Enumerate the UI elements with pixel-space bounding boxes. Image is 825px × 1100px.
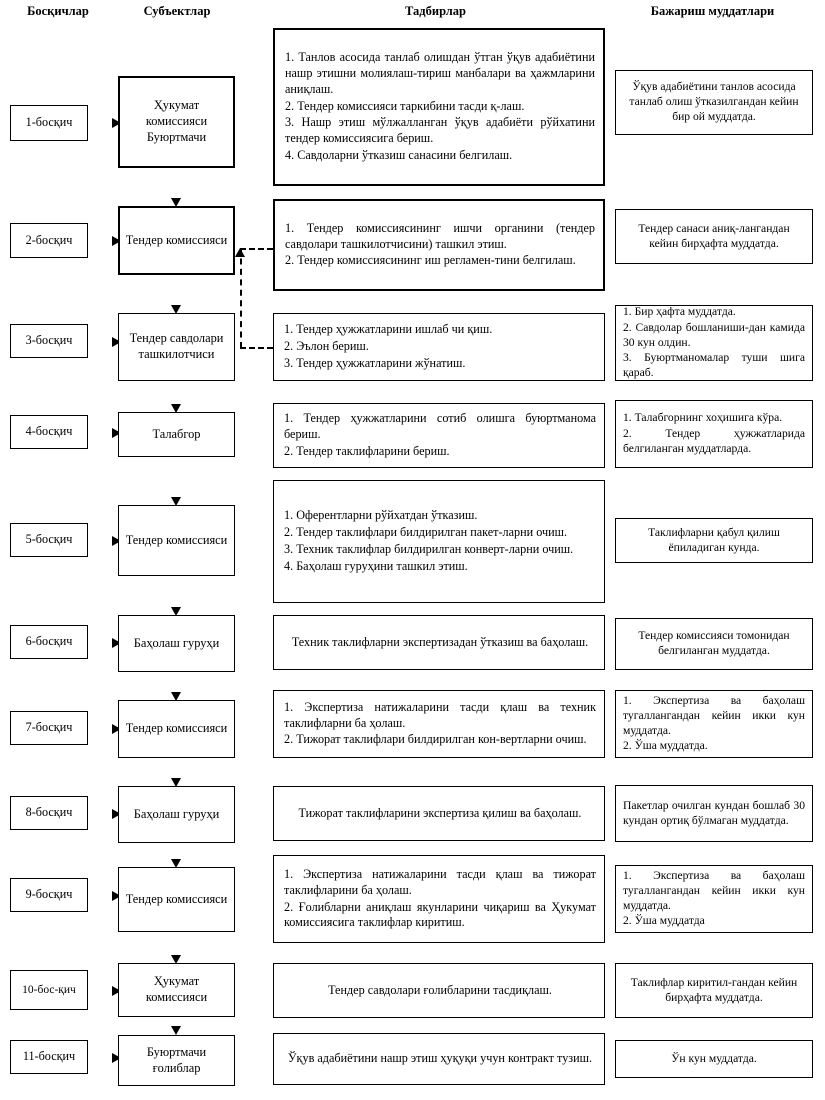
action-item: 2. Эълон бериш.: [284, 339, 369, 354]
subject-label-10: Ҳукумат комиссияси: [145, 974, 208, 1004]
action-list-7: [284, 700, 596, 749]
column-headers: [0, 4, 825, 26]
action-list-10: [284, 983, 596, 999]
subject-label-2: Тендер комиссияси: [125, 232, 228, 247]
subject-box-10: [118, 963, 235, 1017]
stage-label-11: 11-босқич: [22, 1049, 76, 1064]
action-item: 2. Ғолибларни аниқлаш якунларини чиқариш ва Ҳукумат комиссиясига таклифлар киритиш.: [284, 899, 596, 930]
action-list-11: [284, 1051, 596, 1067]
term-list-5: [623, 526, 805, 556]
stage-label-4: 4-босқич: [25, 424, 73, 439]
action-box-7: [273, 690, 605, 758]
action-box-9: [273, 855, 605, 943]
stage-box-1: [10, 105, 88, 141]
stage-box-5: [10, 523, 88, 557]
subject-box-3: [118, 313, 235, 381]
spine-3-4: [0, 76, 2, 107]
term-item: Пакетлар очилган кундан бошлаб 30 кундан ортиқ бўлмаган муддатда.: [623, 798, 805, 827]
action-item: 1. Экспертиза натижаларини тасди қлаш ва техник таклифларни ба ҳолаш.: [284, 699, 596, 730]
subject-label-3: Тендер савдолари ташкилотчиси: [129, 331, 224, 361]
term-box-5: [615, 518, 813, 563]
stage-box-8: [10, 796, 88, 830]
action-item: 3. Техник таклифлар билдирилган конверт-ларни очиш.: [284, 542, 574, 556]
term-list-2: [623, 222, 805, 252]
term-item: Тендер комиссияси томонидан белгиланган муддатда.: [638, 629, 790, 657]
stage-box-6: [10, 625, 88, 659]
term-box-1: [615, 70, 813, 135]
term-list-11: [623, 1052, 805, 1067]
action-box-3: [273, 313, 605, 381]
action-item: Техник таклифларни экспертизадан ўтказиш ва баҳолаш.: [291, 634, 589, 649]
term-item: 1. Экспертиза ва баҳолаш тугаллангандан кейин икки кун муддатда.: [623, 693, 805, 737]
term-box-7: [615, 690, 813, 758]
term-list-4: [623, 411, 805, 456]
action-item: 1. Тендер ҳужжатларини сотиб олишга буюртманома бериш.: [284, 411, 596, 442]
term-box-6: [615, 618, 813, 670]
stage-box-11: [10, 1040, 88, 1074]
action-item: 4. Савдоларни ўтказиш санасини белгилаш.: [285, 148, 513, 163]
header-subjects: Субъектлар: [143, 4, 211, 18]
term-item: Ўн кун муддатда.: [671, 1051, 757, 1065]
subject-box-9: [118, 867, 235, 932]
action-item: 1. Экспертиза натижаларини тасди қлаш ва тижорат таклифларини ба ҳолаш.: [284, 866, 596, 897]
spine-2-3: [0, 38, 3, 76]
action-item: 2. Тижорат таклифлари билдирилган кон-вертларни очиш.: [284, 732, 587, 747]
stage-box-9: [10, 878, 88, 912]
term-box-4: [615, 400, 813, 468]
term-list-10: [623, 976, 805, 1006]
subject-box-6: [118, 615, 235, 672]
subject-box-7: [118, 700, 235, 758]
stage-label-9: 9-босқич: [25, 887, 73, 902]
subject-label-7: Тендер комиссияси: [125, 721, 228, 736]
term-list-7: [623, 694, 805, 754]
action-item: 3. Тендер ҳужжатларини жўнатиш.: [284, 355, 466, 370]
subject-label-1: Ҳукумат комиссияси Буюртмачи: [145, 98, 208, 144]
subject-box-2: [118, 206, 235, 275]
action-box-10: [273, 963, 605, 1018]
stage-box-10: [10, 970, 88, 1010]
spine-arrow-10-11: [171, 1026, 181, 1035]
action-item: 1. Оферентларни рўйхатдан ўтказиш.: [284, 508, 478, 523]
action-list-3: [284, 322, 596, 372]
action-list-4: [284, 411, 596, 460]
term-box-3: [615, 305, 813, 381]
subject-label-8: Баҳолаш гуруҳи: [133, 806, 220, 821]
action-list-5: [284, 508, 596, 574]
action-list-8: [284, 806, 596, 822]
action-list-2: [285, 221, 595, 270]
subject-box-8: [118, 786, 235, 843]
action-item: 1. Тендер ҳужжатларини ишлаб чи қиш.: [284, 322, 493, 337]
term-list-8: [623, 799, 805, 829]
action-item: Тижорат таклифларини экспертиза қилиш ва баҳолаш.: [298, 805, 582, 820]
term-item: 2. Тендер ҳужжатларида белгиланган муддатларда.: [623, 427, 805, 455]
term-item: 1. Экспертиза ва баҳолаш тугаллангандан кейин икки кун муддатда.: [623, 868, 805, 912]
action-box-11: [273, 1033, 605, 1085]
connector-action-term-11: [0, 376, 10, 378]
term-item: Таклифлар киритил-гандан кейин бирҳафта муддатда.: [630, 975, 798, 1004]
stage-box-7: [10, 711, 88, 745]
header-actions: Тадбирлар: [405, 4, 466, 18]
action-item: 2. Тендер таклифларини бериш.: [284, 443, 450, 458]
spine-5-6: [0, 155, 2, 194]
subject-label-6: Баҳолаш гуруҳи: [133, 635, 220, 650]
spine-7-8: [0, 222, 2, 250]
stage-label-2: 2-босқич: [25, 232, 73, 247]
action-box-8: [273, 786, 605, 841]
feedback-arrow: [235, 248, 245, 257]
header-terms: Бажариш муддатлари: [650, 4, 775, 18]
term-box-9: [615, 865, 813, 933]
term-item: 1. Бир ҳафта муддатда.: [623, 304, 736, 318]
action-list-6: [284, 635, 596, 651]
feedback-dash-vertical: [240, 248, 242, 348]
term-list-9: [623, 869, 805, 929]
action-item: 1. Тендер комиссиясининг ишчи органини (тендер савдолари ташкилотчисини) ташкил этиш.: [285, 220, 595, 251]
term-box-11: [615, 1040, 813, 1078]
action-item: Тендер савдолари ғолибларини тасдиқлаш.: [328, 982, 552, 997]
term-item: Таклифларни қабул қилиш ёпиладиган кунда.: [648, 525, 780, 554]
action-list-9: [284, 867, 596, 931]
subject-label-4: Талабгор: [152, 426, 201, 441]
term-list-3: [623, 305, 805, 381]
term-item: 2. Савдолар бошланиши-дан камида 30 кун олдин.: [623, 320, 805, 349]
action-item: 4. Баҳолаш гуруҳини ташкил этиш.: [284, 558, 468, 573]
term-item: 3. Буюртманомалар туши шига қараб.: [623, 351, 805, 380]
spine-8-9: [0, 250, 2, 274]
action-item: 1. Танлов асосида танлаб олишдан ўтган ўқув адабиётини нашр этишни молиялаш-тириш манбалари ва ҳажмларини аниқлаш.: [285, 49, 595, 96]
action-item: 2. Тендер комиссияси таркибини тасди қ-лаш.: [285, 98, 525, 113]
action-box-6: [273, 615, 605, 670]
stage-label-10: 10-бос-қич: [22, 983, 76, 996]
term-box-2: [615, 209, 813, 264]
stage-label-6: 6-босқич: [25, 634, 73, 649]
action-item: Ўқув адабиётини нашр этиш ҳуқуқи учун контракт тузиш.: [287, 1051, 593, 1066]
subject-label-5: Тендер комиссияси: [125, 532, 228, 547]
term-item: 1. Талабгорнинг хоҳишига кўра.: [623, 411, 783, 425]
term-box-8: [615, 785, 813, 842]
term-item: 2. Ўша муддатда.: [623, 739, 708, 753]
stage-label-7: 7-босқич: [25, 720, 73, 735]
stage-box-3: [10, 324, 88, 358]
term-list-6: [623, 629, 805, 659]
stage-label-5: 5-босқич: [25, 532, 73, 547]
action-item: 2. Тендер комиссиясининг иш регламен-тини белгилаш.: [285, 253, 576, 268]
spine-6-7: [0, 194, 2, 222]
spine-9-10: [0, 274, 2, 305]
term-item: Ўқув адабиётини танлов асосида танлаб олиш ўтказилгандан кейин бир ой муддатда.: [629, 80, 799, 123]
subject-label-11: Буюртмачи ғолиблар: [146, 1044, 207, 1075]
stage-box-4: [10, 415, 88, 449]
action-box-1: [273, 28, 605, 186]
stage-label-8: 8-босқич: [25, 805, 73, 820]
spine-10-11: [0, 305, 2, 323]
subject-label-9: Тендер комиссияси: [125, 891, 228, 906]
header-stages: Босқичлар: [27, 4, 89, 18]
stage-label-1: 1-босқич: [25, 115, 73, 130]
action-box-2: [273, 199, 605, 291]
subject-box-4: [118, 412, 235, 457]
subject-box-5: [118, 505, 235, 576]
action-item: 2. Тендер таклифлари билдирилган пакет-ларни очиш.: [284, 525, 568, 540]
action-item: 3. Нашр этиш мўлжалланган ўқув адабиёти рўйхатини тендер комиссиясига бериш.: [285, 115, 595, 146]
stage-box-2: [10, 223, 88, 258]
term-box-10: [615, 963, 813, 1018]
term-list-1: [623, 80, 805, 124]
action-box-5: [273, 480, 605, 603]
subject-box-11: [118, 1035, 235, 1086]
spine-4-5: [0, 107, 2, 155]
term-item: Тендер санаси аниқ-лангандан кейин бирҳафта муддатда.: [638, 221, 790, 250]
stage-label-3: 3-босқич: [25, 333, 73, 348]
term-item: 2. Ўша муддатда: [623, 914, 705, 928]
action-list-1: [285, 50, 595, 164]
action-box-4: [273, 403, 605, 468]
subject-box-1: [118, 76, 235, 168]
